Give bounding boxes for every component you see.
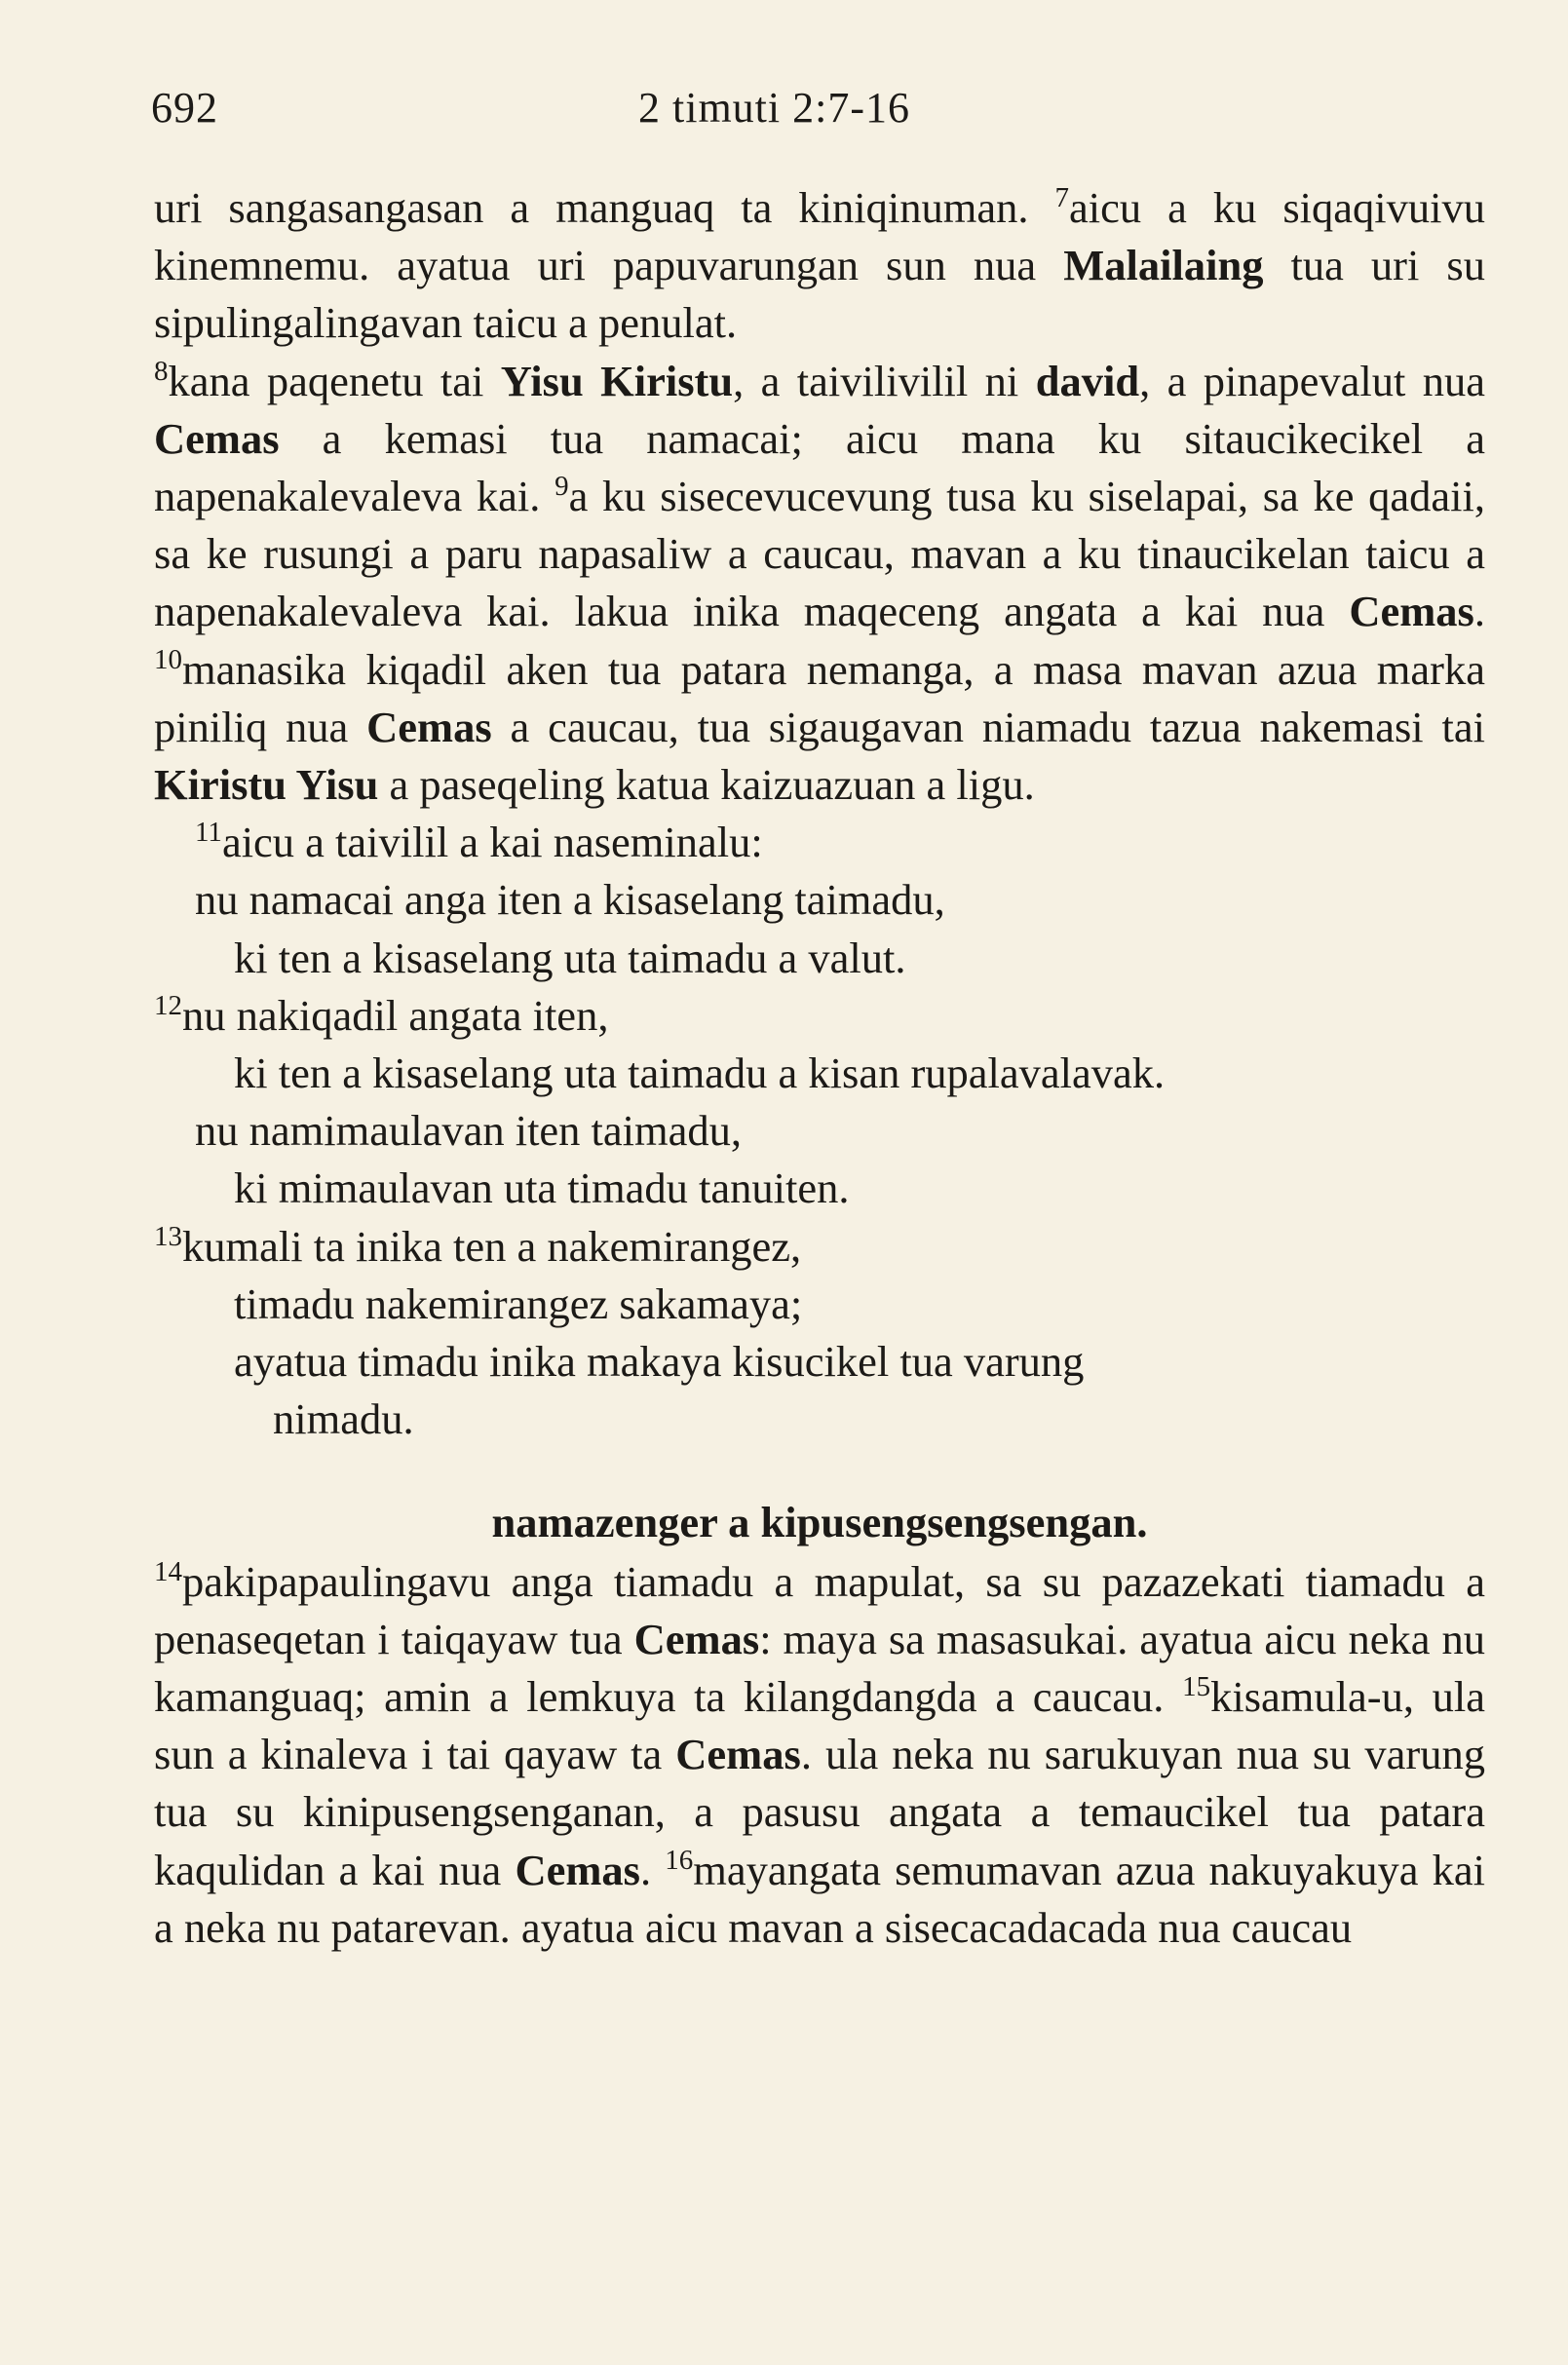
poetry-line [154,1045,1485,1102]
proper-name: Yisu Kiristu [500,356,734,405]
text-run: ayatua timadu inika makaya kisucikel tua varung [234,1337,1085,1387]
text-run: , a pinapevalut nua [1139,356,1485,405]
poetry-line [154,987,1485,1045]
verse-number: 10 [154,643,182,675]
proper-name: Cemas [1349,587,1474,636]
text-run: nu namacai anga iten a kisaselang taimadu, [195,875,945,925]
verse-number: 11 [195,817,222,849]
text-run: . [1473,587,1485,636]
text-run: aicu a taivilil a kai naseminalu: [221,818,763,867]
poetry-line [154,1333,1485,1391]
text-run: kisamula-u, ula sun a kinaleva i tai qayaw ta [154,1672,1485,1779]
poetry-line [154,814,1485,871]
text-run: kana paqenetu tai [168,356,501,405]
text-run: nimadu. [273,1394,414,1444]
text-run: ki mimaulavan uta timadu tanuiten. [234,1163,850,1213]
text-run: ki ten a kisaselang uta taimadu a valut. [234,933,906,982]
poetry-line [154,1102,1485,1160]
proper-name: Cemas [515,1845,640,1894]
poetry-line [154,1391,1485,1448]
verse-number: 7 [1054,182,1069,214]
text-run: tua uri su sipulingalingavan taicu a penulat. [154,241,1485,348]
proper-name: Cemas [154,413,280,463]
text-run: ki ten a kisaselang uta taimadu a kisan rupalavalavak. [234,1049,1166,1098]
proper-name: Cemas [633,1614,760,1663]
verse-number: 16 [665,1844,694,1876]
poetry-block [154,814,1485,1448]
verse-number: 15 [1182,1671,1211,1703]
proper-name: Cemas [366,702,492,751]
section-heading: namazenger a kipusengsengsengan. [491,1498,1148,1547]
verse-number: 14 [154,1555,182,1587]
page-number: 692 [151,84,218,132]
verse-number: 13 [154,1220,182,1252]
verse-number: 8 [154,355,169,387]
proper-name: Cemas [675,1730,801,1779]
text-run: , a taivilivilil ni [733,356,1036,405]
text-run: a caucau, tua sigaugavan niamadu tazua nakemasi tai [491,702,1485,751]
running-title: 2 timuti 2:7-16 [638,84,910,132]
poetry-line [154,930,1485,987]
scripture-text [154,179,1485,1957]
text-run: mayangata semumavan azua nakuyakuya kai a neka nu patarevan. ayatua aicu mavan a sisecacadacada nua caucau [154,1845,1485,1952]
proper-name: david [1035,356,1140,405]
poetry-line [154,871,1485,929]
text-run: . ula neka nu sarukuyan nua su varung tua su kinipusengsenganan, a pasusu angata a temaucikel tua patara kaqulidan a kai nua [154,1730,1485,1894]
text-run: uri sangasangasan a manguaq ta kiniqinuman. [154,183,1055,232]
text-run: a ku sisecevucevung tusa ku siselapai, sa ke qadaii, sa ke rusungi a paru napasaliw a caucau, mavan a ku tinaucikelan taicu a napenakalevaleva kai. lakua inika maqeceng angata a kai nua [154,472,1485,636]
running-header [151,83,1496,141]
text-run: nu nakiqadil angata iten, [182,990,609,1040]
text-run: kumali ta inika ten a nakemirangez, [182,1221,802,1271]
text-run: a paseqeling katua kaizuazuan a ligu. [378,760,1035,810]
text-run: : maya sa masasukai. ayatua aicu neka nu kamanguaq; amin a lemkuya ta kilangdangda a caucau. [154,1614,1485,1722]
text-run: aicu a ku siqaqivuivu kinemnemu. ayatua uri papuvarungan sun nua [154,183,1485,290]
paragraph-verses-8-10 [154,353,1485,815]
text-run: pakipapaulingavu anga tiamadu a mapulat, sa su pazazekati tiamadu a penaseqetan i taiqayaw tua [154,1556,1485,1663]
poetry-line [154,1276,1485,1333]
text-run: nu namimaulavan iten taimadu, [195,1106,743,1156]
poetry-line [154,1218,1485,1276]
proper-name: Kiristu Yisu [154,760,379,810]
text-run: a kemasi tua namacai; aicu mana ku sitaucikecikel a napenakalevaleva kai. [154,413,1485,521]
paragraph-verses-7 [154,179,1485,353]
paragraph-verses-14-16 [154,1553,1485,1957]
text-run: . [639,1845,666,1894]
verse-number: 12 [154,990,182,1022]
text-run: manasika kiqadil aken tua patara nemanga, a masa mavan azua marka piniliq nua [154,644,1485,751]
poetry-line [154,1160,1485,1217]
proper-name: Malailaing [1063,241,1264,290]
verse-number: 9 [555,471,569,503]
text-run: timadu nakemirangez sakamaya; [234,1278,803,1328]
